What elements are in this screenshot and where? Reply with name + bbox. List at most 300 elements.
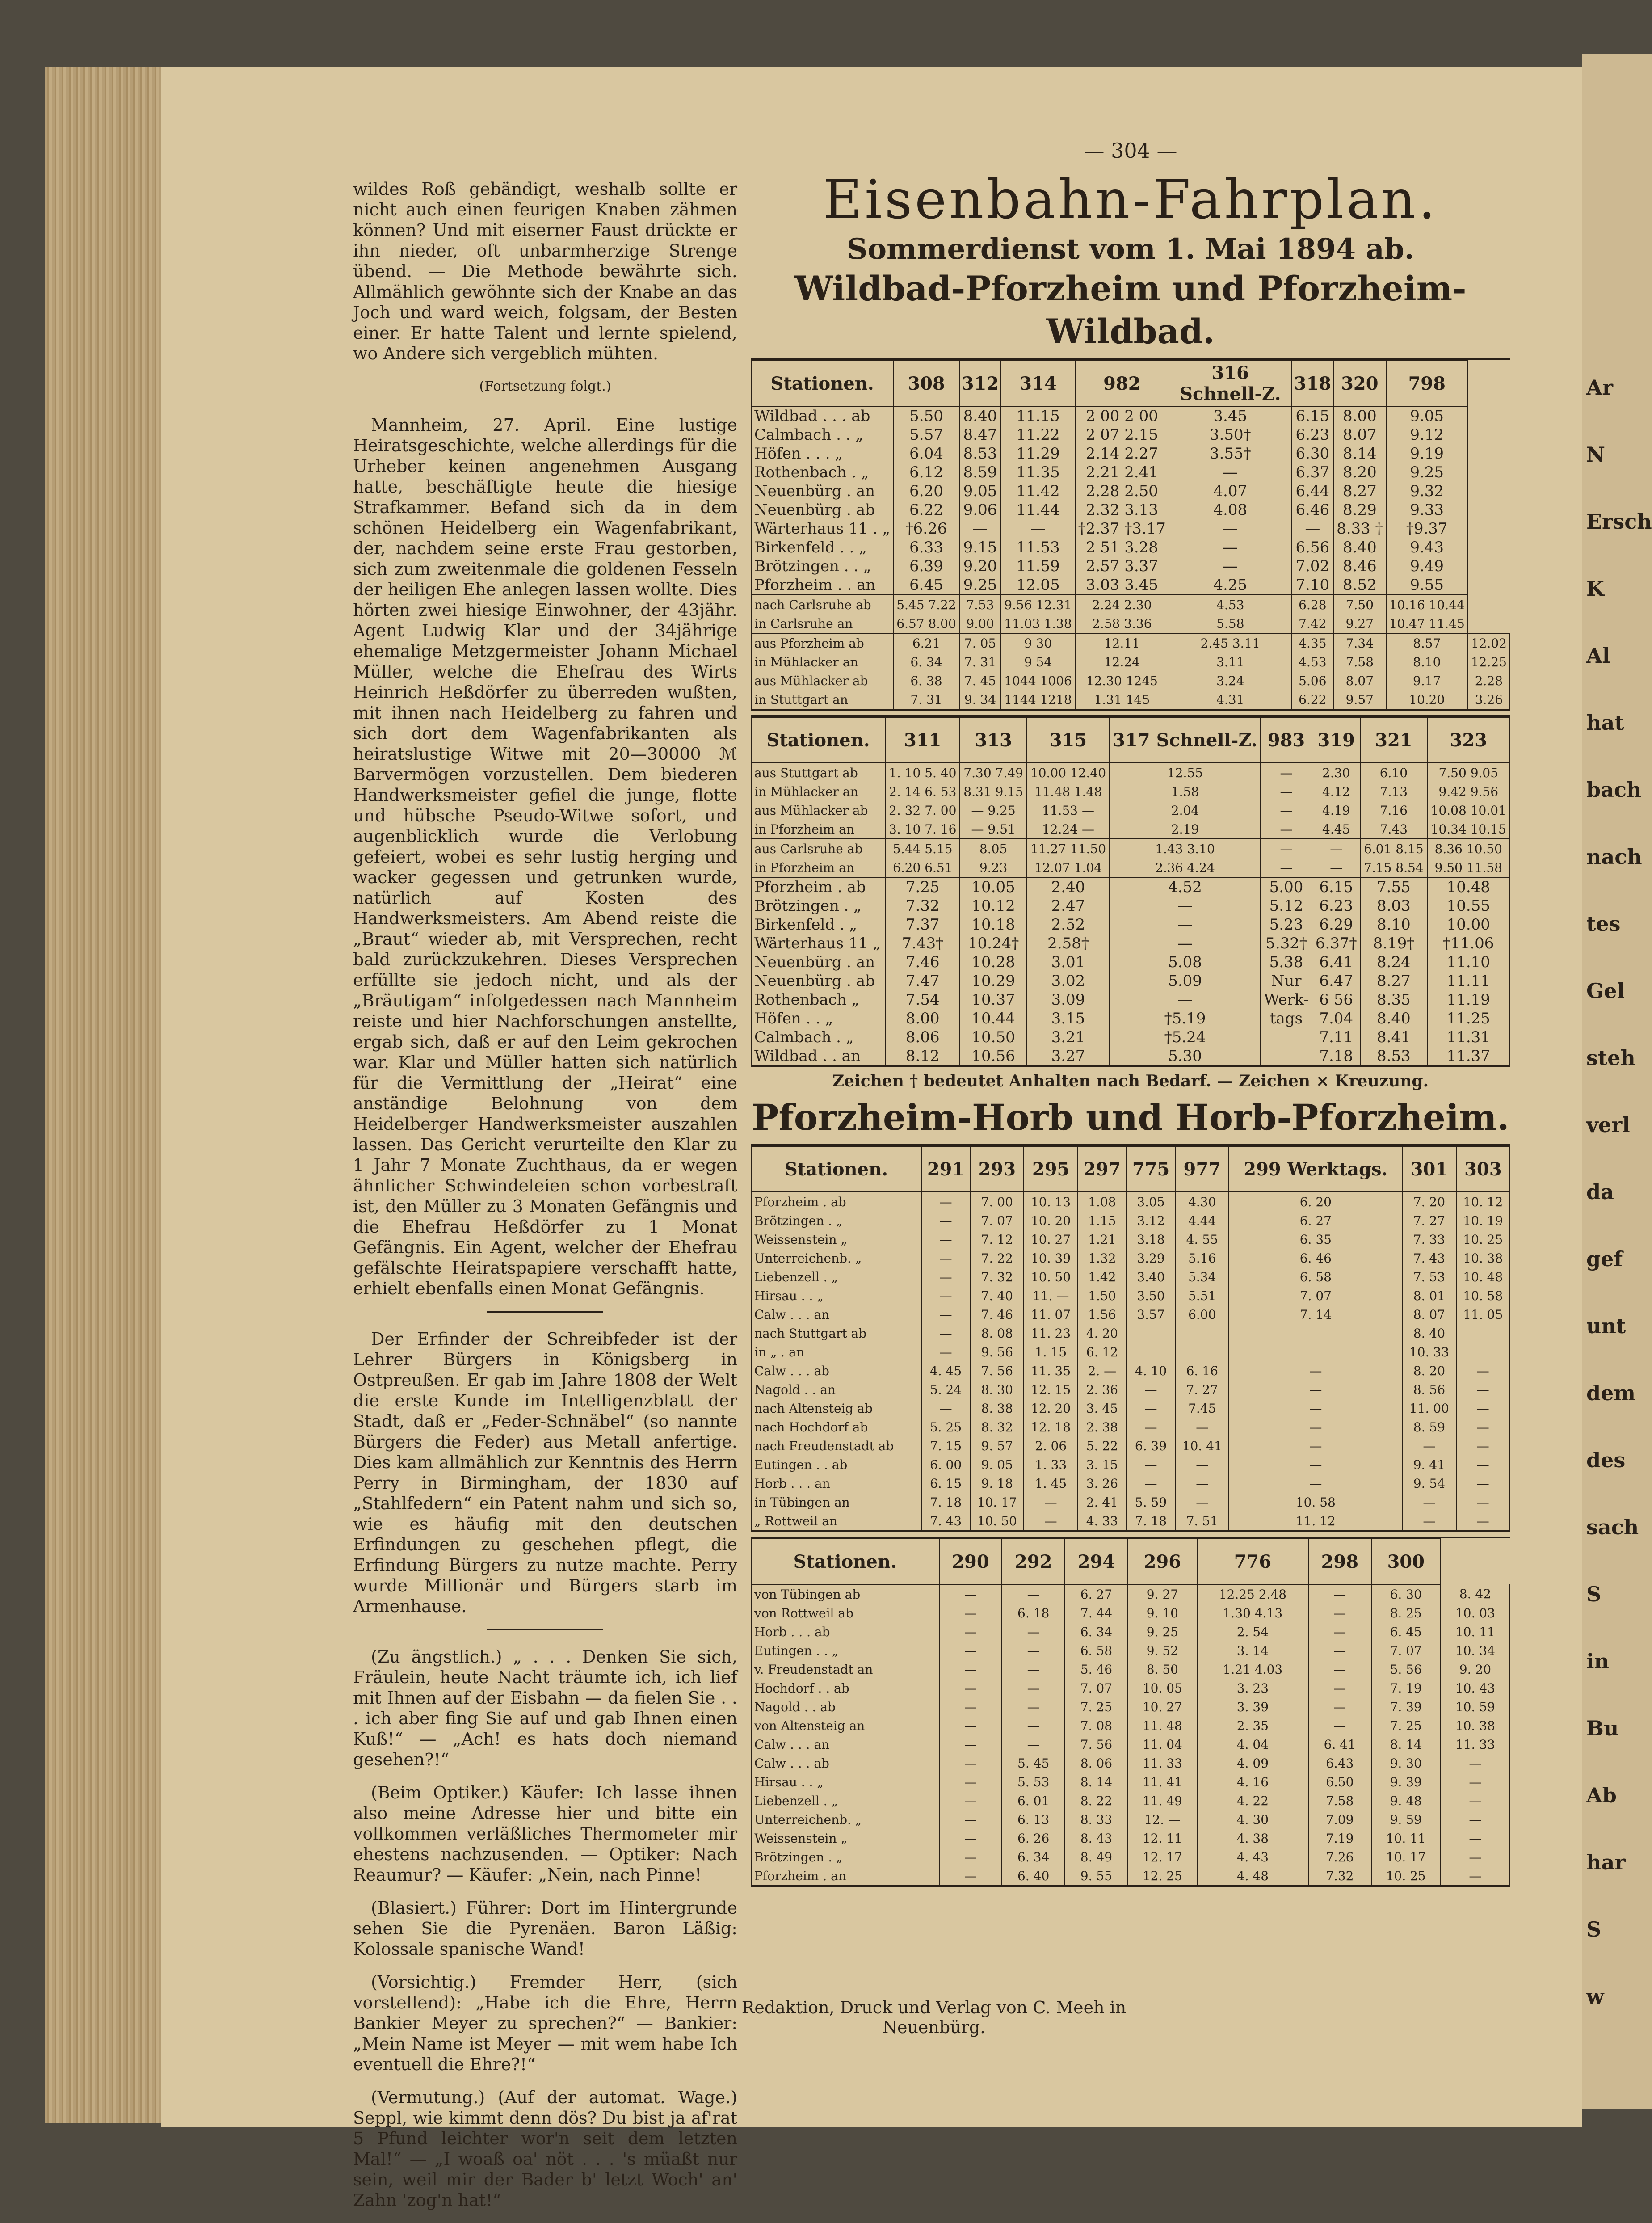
station-cell: aus Carlsruhe ab <box>751 839 885 858</box>
time-cell: 8.07 <box>1333 671 1386 690</box>
time-cell <box>1456 1324 1510 1343</box>
time-cell: 11. 04 <box>1128 1735 1197 1754</box>
table-row <box>751 633 1510 653</box>
time-cell: 11.53 <box>1001 538 1075 557</box>
time-cell <box>1456 1343 1510 1361</box>
time-cell: 1.21 <box>1078 1230 1127 1249</box>
time-cell: 8. 32 <box>970 1418 1024 1436</box>
time-cell: 10.44 <box>960 1009 1026 1028</box>
station-cell: in Pforzheim an <box>751 820 885 839</box>
time-cell: 10.00 <box>1427 915 1510 934</box>
time-cell: 4. 55 <box>1175 1230 1229 1249</box>
time-cell: 4. 20 <box>1078 1324 1127 1343</box>
time-cell: — <box>1441 1848 1510 1866</box>
table-row <box>751 972 1510 990</box>
time-cell: 6. 34 <box>1065 1622 1128 1641</box>
time-cell: 1.50 <box>1078 1286 1127 1305</box>
table-row <box>751 1622 1510 1641</box>
time-cell: 6. 46 <box>1229 1249 1402 1267</box>
time-cell: — <box>1002 1641 1065 1660</box>
time-cell: 7. 40 <box>970 1286 1024 1305</box>
table-row <box>751 1380 1510 1399</box>
time-cell: 7.11 <box>1312 1028 1360 1047</box>
time-cell: 5.23 <box>1261 915 1312 934</box>
adjacent-text-fragment: har <box>1586 1850 1626 1874</box>
time-cell: — <box>939 1848 1002 1866</box>
time-cell: 1. 15 <box>1024 1343 1077 1361</box>
time-cell: 3. 10 7. 16 <box>885 820 960 839</box>
time-cell: — <box>939 1754 1002 1773</box>
table-row <box>751 1009 1510 1028</box>
column-header-train: 776 <box>1197 1539 1308 1584</box>
time-cell: — <box>1456 1399 1510 1418</box>
time-cell: 9.06 <box>959 501 1001 519</box>
time-cell: 8.31 9.15 <box>960 782 1026 801</box>
time-cell: 4.19 <box>1312 801 1360 820</box>
time-cell: 11.48 1.48 <box>1027 782 1110 801</box>
time-cell: — <box>1261 801 1312 820</box>
time-cell: 10. 58 <box>1229 1493 1402 1511</box>
time-cell: 9.56 12.31 <box>1001 595 1075 614</box>
route-title: Wildbad-Pforzheim und Pforzheim-Wildbad. <box>794 269 1467 351</box>
station-cell: Rothenbach . „ <box>751 463 893 482</box>
column-header-train: 297 <box>1078 1146 1127 1192</box>
time-cell: 2. 38 <box>1078 1418 1127 1436</box>
table-row <box>751 1343 1510 1361</box>
station-cell: v. Freudenstadt an <box>751 1660 939 1679</box>
time-cell: 6.22 <box>1292 690 1334 709</box>
station-cell: in Carlsruhe an <box>751 614 893 633</box>
time-cell: 11.03 1.38 <box>1001 614 1075 633</box>
time-cell: — <box>921 1399 970 1418</box>
table-row <box>751 1679 1510 1697</box>
time-cell: 10.08 10.01 <box>1427 801 1510 820</box>
time-cell: 3.12 <box>1127 1211 1175 1230</box>
time-cell: 3. 15 <box>1078 1455 1127 1474</box>
time-cell: 7. 00 <box>970 1192 1024 1211</box>
time-cell: 9. 05 <box>970 1455 1024 1474</box>
column-header-train: 314 <box>1001 361 1075 406</box>
time-cell: 2 51 3.28 <box>1075 538 1169 557</box>
table-row <box>751 1211 1510 1230</box>
time-cell: 6. 45 <box>1371 1622 1441 1641</box>
time-cell: 6. 26 <box>1002 1829 1065 1848</box>
time-cell: — <box>1441 1829 1510 1848</box>
time-cell: — <box>1308 1697 1371 1716</box>
time-cell: — <box>1127 1474 1175 1493</box>
time-cell: 10.16 10.44 <box>1386 595 1468 614</box>
time-cell: — <box>1110 897 1261 915</box>
time-cell: 5.51 <box>1175 1286 1229 1305</box>
time-cell: 2.57 3.37 <box>1075 557 1169 576</box>
time-cell: 7.43 <box>1360 820 1427 839</box>
time-cell: — <box>939 1641 1002 1660</box>
time-cell: 12.05 <box>1001 576 1075 595</box>
time-cell: †11.06 <box>1427 934 1510 953</box>
time-cell: 8. 33 <box>1065 1810 1128 1829</box>
time-cell: 2. 41 <box>1078 1493 1127 1511</box>
time-cell: 10.12 <box>960 897 1026 915</box>
time-cell: 10. 11 <box>1441 1622 1510 1641</box>
station-cell: Höfen . . „ <box>751 1009 885 1028</box>
time-cell: — <box>1175 1474 1229 1493</box>
time-cell: 11. 41 <box>1128 1773 1197 1791</box>
column-header-train: 775 <box>1127 1146 1175 1192</box>
time-cell: 2.04 <box>1110 801 1261 820</box>
time-cell: 5.32† <box>1261 934 1312 953</box>
time-cell: 6.57 8.00 <box>893 614 959 633</box>
time-cell: 2.52 <box>1027 915 1110 934</box>
time-cell: 3. 45 <box>1078 1399 1127 1418</box>
time-cell: 9.32 <box>1386 482 1468 501</box>
time-cell: 11.11 <box>1427 972 1510 990</box>
timetable-column <box>751 139 1510 1891</box>
table-row <box>751 653 1510 671</box>
time-cell: 7. 14 <box>1229 1305 1402 1324</box>
column-header-train: 292 <box>1002 1539 1065 1584</box>
station-cell: Unterreichenb. „ <box>751 1249 921 1267</box>
time-cell: 7.15 8.54 <box>1360 858 1427 877</box>
time-cell: — <box>1229 1418 1402 1436</box>
time-cell: 2.21 2.41 <box>1075 463 1169 482</box>
table-row <box>751 1791 1510 1810</box>
adjacent-text-fragment: gef <box>1586 1247 1623 1271</box>
time-cell: †9.37 <box>1386 519 1468 538</box>
time-cell: 5.44 5.15 <box>885 839 960 858</box>
time-cell: 12.25 2.48 <box>1197 1584 1308 1604</box>
time-cell: — <box>921 1211 970 1230</box>
time-cell: 8. 08 <box>970 1324 1024 1343</box>
adjacent-text-fragment: verl <box>1586 1113 1630 1137</box>
table-row <box>751 915 1510 934</box>
time-cell: 6. 00 <box>921 1455 970 1474</box>
time-cell: 9.43 <box>1386 538 1468 557</box>
time-cell: 7.43† <box>885 934 960 953</box>
time-cell: 8. 42 <box>1441 1584 1510 1604</box>
time-cell: 1.42 <box>1078 1267 1127 1286</box>
table-row <box>751 557 1510 576</box>
time-cell: 8. 06 <box>1065 1754 1128 1773</box>
station-cell: von Tübingen ab <box>751 1584 939 1604</box>
time-cell: 4.45 <box>1312 820 1360 839</box>
time-cell: 11. 23 <box>1024 1324 1077 1343</box>
time-cell: 7. 51 <box>1175 1511 1229 1530</box>
time-cell: 7. 12 <box>970 1230 1024 1249</box>
time-cell: 7. 33 <box>1402 1230 1456 1249</box>
column-header-train: 977 <box>1175 1146 1229 1192</box>
table-row <box>751 990 1510 1009</box>
time-cell: — <box>1441 1810 1510 1829</box>
time-cell: — <box>1308 1604 1371 1622</box>
time-cell: 3.05 <box>1127 1192 1175 1211</box>
time-cell: — <box>1001 519 1075 538</box>
time-cell: 1.58 <box>1110 782 1261 801</box>
time-cell <box>1229 1324 1402 1343</box>
time-cell: — <box>921 1267 970 1286</box>
time-cell: — <box>1229 1399 1402 1418</box>
time-cell: 6.37† <box>1312 934 1360 953</box>
time-cell: 10. 03 <box>1441 1604 1510 1622</box>
time-cell: 8. 01 <box>1402 1286 1456 1305</box>
station-cell: in Pforzheim an <box>751 858 885 877</box>
time-cell: — 9.25 <box>960 801 1026 820</box>
time-cell: 9.33 <box>1386 501 1468 519</box>
time-cell: 8.33 † <box>1333 519 1386 538</box>
time-cell: — <box>1261 782 1312 801</box>
time-cell: 7. 56 <box>1065 1735 1128 1754</box>
time-cell: 12. 25 <box>1128 1866 1197 1885</box>
time-cell: — <box>1024 1511 1077 1530</box>
divider <box>487 1311 603 1313</box>
time-cell: 4.07 <box>1169 482 1292 501</box>
time-cell: 2.28 <box>1468 671 1510 690</box>
station-cell: aus Pforzheim ab <box>751 633 893 653</box>
time-cell: — <box>1441 1791 1510 1810</box>
table-row <box>751 406 1510 425</box>
time-cell: 1.08 <box>1078 1192 1127 1211</box>
time-cell: Werk- <box>1261 990 1312 1009</box>
time-cell: 4. 33 <box>1078 1511 1127 1530</box>
station-cell: Calw . . . an <box>751 1735 939 1754</box>
time-cell: 11.53 — <box>1027 801 1110 820</box>
time-cell: 3.45 <box>1169 406 1292 425</box>
table-row <box>751 1455 1510 1474</box>
time-cell: 7.04 <box>1312 1009 1360 1028</box>
time-cell: 8. 25 <box>1371 1604 1441 1622</box>
time-cell: 11. 33 <box>1128 1754 1197 1773</box>
time-cell: 9.19 <box>1386 444 1468 463</box>
time-cell: 9 54 <box>1001 653 1075 671</box>
time-cell: 7.54 <box>885 990 960 1009</box>
adjacent-text-fragment: bach <box>1586 778 1642 802</box>
column-header-stations: Stationen. <box>751 361 893 406</box>
time-cell: 9.25 <box>959 576 1001 595</box>
time-cell: 6. 20 <box>1229 1192 1402 1211</box>
time-cell: 6.20 6.51 <box>885 858 960 877</box>
station-cell: nach Altensteig ab <box>751 1399 921 1418</box>
time-cell: 10. 11 <box>1371 1829 1441 1848</box>
time-cell: 11. 12 <box>1229 1511 1402 1530</box>
time-cell: 8.57 <box>1386 633 1468 653</box>
time-cell: 7. 27 <box>1175 1380 1229 1399</box>
time-cell: 7.50 <box>1333 595 1386 614</box>
time-cell: 6.12 <box>893 463 959 482</box>
time-cell: 1.21 4.03 <box>1197 1660 1308 1679</box>
time-cell: 6.15 <box>1292 406 1334 425</box>
time-cell: 1.30 4.13 <box>1197 1604 1308 1622</box>
time-cell: 5.58 <box>1169 614 1292 633</box>
time-cell: 8.10 <box>1386 653 1468 671</box>
table-row <box>751 614 1510 633</box>
time-cell: 11.31 <box>1427 1028 1510 1047</box>
station-cell: Horb . . . an <box>751 1474 921 1493</box>
table-row <box>751 1324 1510 1343</box>
column-header-train: 313 <box>960 717 1026 763</box>
time-cell: — <box>1127 1399 1175 1418</box>
station-cell: Liebenzell . „ <box>751 1267 921 1286</box>
time-cell: 10. 05 <box>1128 1679 1197 1697</box>
time-cell: 6.00 <box>1175 1305 1229 1324</box>
time-cell: — <box>939 1679 1002 1697</box>
time-cell: 3.09 <box>1027 990 1110 1009</box>
station-cell: Neuenbürg . an <box>751 482 893 501</box>
time-cell: 12. 20 <box>1024 1399 1077 1418</box>
time-cell: — <box>1308 1641 1371 1660</box>
time-cell: 6.28 <box>1292 595 1334 614</box>
subtitle: Sommerdienst vom 1. Mai 1894 ab. <box>847 232 1414 266</box>
table-row <box>751 877 1510 897</box>
time-cell: 10.47 11.45 <box>1386 614 1468 633</box>
time-cell: 7. 07 <box>970 1211 1024 1230</box>
timetable-horb-pforzheim <box>751 1537 1510 1887</box>
time-cell <box>1261 1047 1312 1065</box>
time-cell: 9. 52 <box>1128 1641 1197 1660</box>
table-row <box>751 1829 1510 1848</box>
time-cell: — <box>1308 1679 1371 1697</box>
time-cell: 8.29 <box>1333 501 1386 519</box>
time-cell: 8.03 <box>1360 897 1427 915</box>
time-cell: — <box>1229 1455 1402 1474</box>
station-cell: Eutingen . . „ <box>751 1641 939 1660</box>
time-cell: 7.47 <box>885 972 960 990</box>
station-cell: Birkenfeld . „ <box>751 915 885 934</box>
time-cell: 6.39 <box>893 557 959 576</box>
time-cell: 9. 55 <box>1065 1866 1128 1885</box>
imprint: Redaktion, Druck und Verlag von C. Meeh in Neuenbürg. <box>741 1998 1127 2037</box>
time-cell: 7. 31 <box>959 653 1001 671</box>
time-cell: 8. 43 <box>1065 1829 1128 1848</box>
table-row <box>751 1866 1510 1885</box>
adjacent-text-fragment: Gel <box>1586 979 1625 1003</box>
time-cell: 2. 36 <box>1078 1380 1127 1399</box>
time-cell: 4. 16 <box>1197 1773 1308 1791</box>
time-cell: 3.01 <box>1027 953 1110 972</box>
time-cell: — <box>1002 1697 1065 1716</box>
time-cell: 7.30 7.49 <box>960 763 1026 782</box>
time-cell: — <box>939 1584 1002 1604</box>
time-cell: — <box>1261 839 1312 858</box>
time-cell: 7. 18 <box>1127 1511 1175 1530</box>
time-cell: 10.48 <box>1427 877 1510 897</box>
time-cell: 6. 18 <box>1002 1604 1065 1622</box>
column-header-train: 320 <box>1333 361 1386 406</box>
time-cell: 8.19† <box>1360 934 1427 953</box>
time-cell: 8. 30 <box>970 1380 1024 1399</box>
time-cell: 8. 38 <box>970 1399 1024 1418</box>
time-cell: 8.10 <box>1360 915 1427 934</box>
time-cell: — <box>1308 1584 1371 1604</box>
time-cell: 10.55 <box>1427 897 1510 915</box>
time-cell: 1.15 <box>1078 1211 1127 1230</box>
table-row <box>751 671 1510 690</box>
time-cell: 3.21 <box>1027 1028 1110 1047</box>
time-cell: 4. 45 <box>921 1361 970 1380</box>
time-cell: 5.34 <box>1175 1267 1229 1286</box>
station-cell: Brötzingen . „ <box>751 897 885 915</box>
time-cell: 8.24 <box>1360 953 1427 972</box>
time-cell: 12.07 1.04 <box>1027 858 1110 877</box>
time-cell: 9. 20 <box>1441 1660 1510 1679</box>
time-cell: — <box>1229 1361 1402 1380</box>
article-column <box>353 179 737 2223</box>
time-cell: 5. 24 <box>921 1380 970 1399</box>
table-row <box>751 1660 1510 1679</box>
time-cell: — <box>1127 1455 1175 1474</box>
time-cell: — <box>1024 1493 1077 1511</box>
time-cell: 11. — <box>1024 1286 1077 1305</box>
station-cell: Wärterhaus 11 „ <box>751 934 885 953</box>
time-cell: 7. 07 <box>1229 1286 1402 1305</box>
time-cell: 6. 15 <box>921 1474 970 1493</box>
time-cell: 3.50 <box>1127 1286 1175 1305</box>
station-cell: Calw . . . ab <box>751 1361 921 1380</box>
time-cell <box>1127 1343 1175 1361</box>
timetable-pforzheim-horb <box>751 1144 1510 1532</box>
time-cell: 6. 13 <box>1002 1810 1065 1829</box>
table-row <box>751 482 1510 501</box>
station-cell: Calmbach . „ <box>751 1028 885 1047</box>
table-row <box>751 690 1510 709</box>
time-cell: 6. 30 <box>1371 1584 1441 1604</box>
column-header-train: 300 <box>1371 1539 1441 1584</box>
time-cell: 1.43 3.10 <box>1110 839 1261 858</box>
station-cell: Horb . . . ab <box>751 1622 939 1641</box>
time-cell: 7.09 <box>1308 1810 1371 1829</box>
time-cell: 7.10 <box>1292 576 1334 595</box>
table-row <box>751 1716 1510 1735</box>
time-cell: 9. 54 <box>1402 1474 1456 1493</box>
time-cell: — <box>921 1286 970 1305</box>
time-cell: 7. 22 <box>970 1249 1024 1267</box>
time-cell: 1. 10 5. 40 <box>885 763 960 782</box>
column-header-train: 303 <box>1456 1146 1510 1192</box>
time-cell: 6.47 <box>1312 972 1360 990</box>
time-cell: 3. 26 <box>1078 1474 1127 1493</box>
time-cell: 2. — <box>1078 1361 1127 1380</box>
time-cell: †5.19 <box>1110 1009 1261 1028</box>
adjacent-text-fragment: S <box>1586 1917 1602 1941</box>
time-cell: 7.42 <box>1292 614 1334 633</box>
time-cell: — <box>1110 934 1261 953</box>
time-cell: 8.52 <box>1333 576 1386 595</box>
time-cell: 12. 18 <box>1024 1418 1077 1436</box>
time-cell: — <box>1456 1380 1510 1399</box>
time-cell: 2.40 <box>1027 877 1110 897</box>
time-cell: — <box>939 1716 1002 1735</box>
time-cell: 8. 49 <box>1065 1848 1128 1866</box>
time-cell: 2. 06 <box>1024 1436 1077 1455</box>
time-cell: 6.20 <box>893 482 959 501</box>
time-cell: 8.00 <box>885 1009 960 1028</box>
time-cell: 8.00 <box>1333 406 1386 425</box>
station-cell: Pforzheim . . an <box>751 576 893 595</box>
time-cell: 8.27 <box>1333 482 1386 501</box>
time-cell: — <box>1456 1474 1510 1493</box>
time-cell: 9. 39 <box>1371 1773 1441 1791</box>
time-cell: 10. 17 <box>970 1493 1024 1511</box>
time-cell: 12. — <box>1128 1810 1197 1829</box>
time-cell: 1144 1218 <box>1001 690 1075 709</box>
time-cell: — <box>1175 1455 1229 1474</box>
time-cell: 6. 58 <box>1065 1641 1128 1660</box>
column-header-train: 291 <box>921 1146 970 1192</box>
time-cell: 8. 50 <box>1128 1660 1197 1679</box>
time-cell: 9.25 <box>1386 463 1468 482</box>
time-cell: 10. 25 <box>1456 1230 1510 1249</box>
time-cell <box>1261 1028 1312 1047</box>
time-cell: 6.37 <box>1292 463 1334 482</box>
column-header-train: 295 <box>1024 1146 1077 1192</box>
